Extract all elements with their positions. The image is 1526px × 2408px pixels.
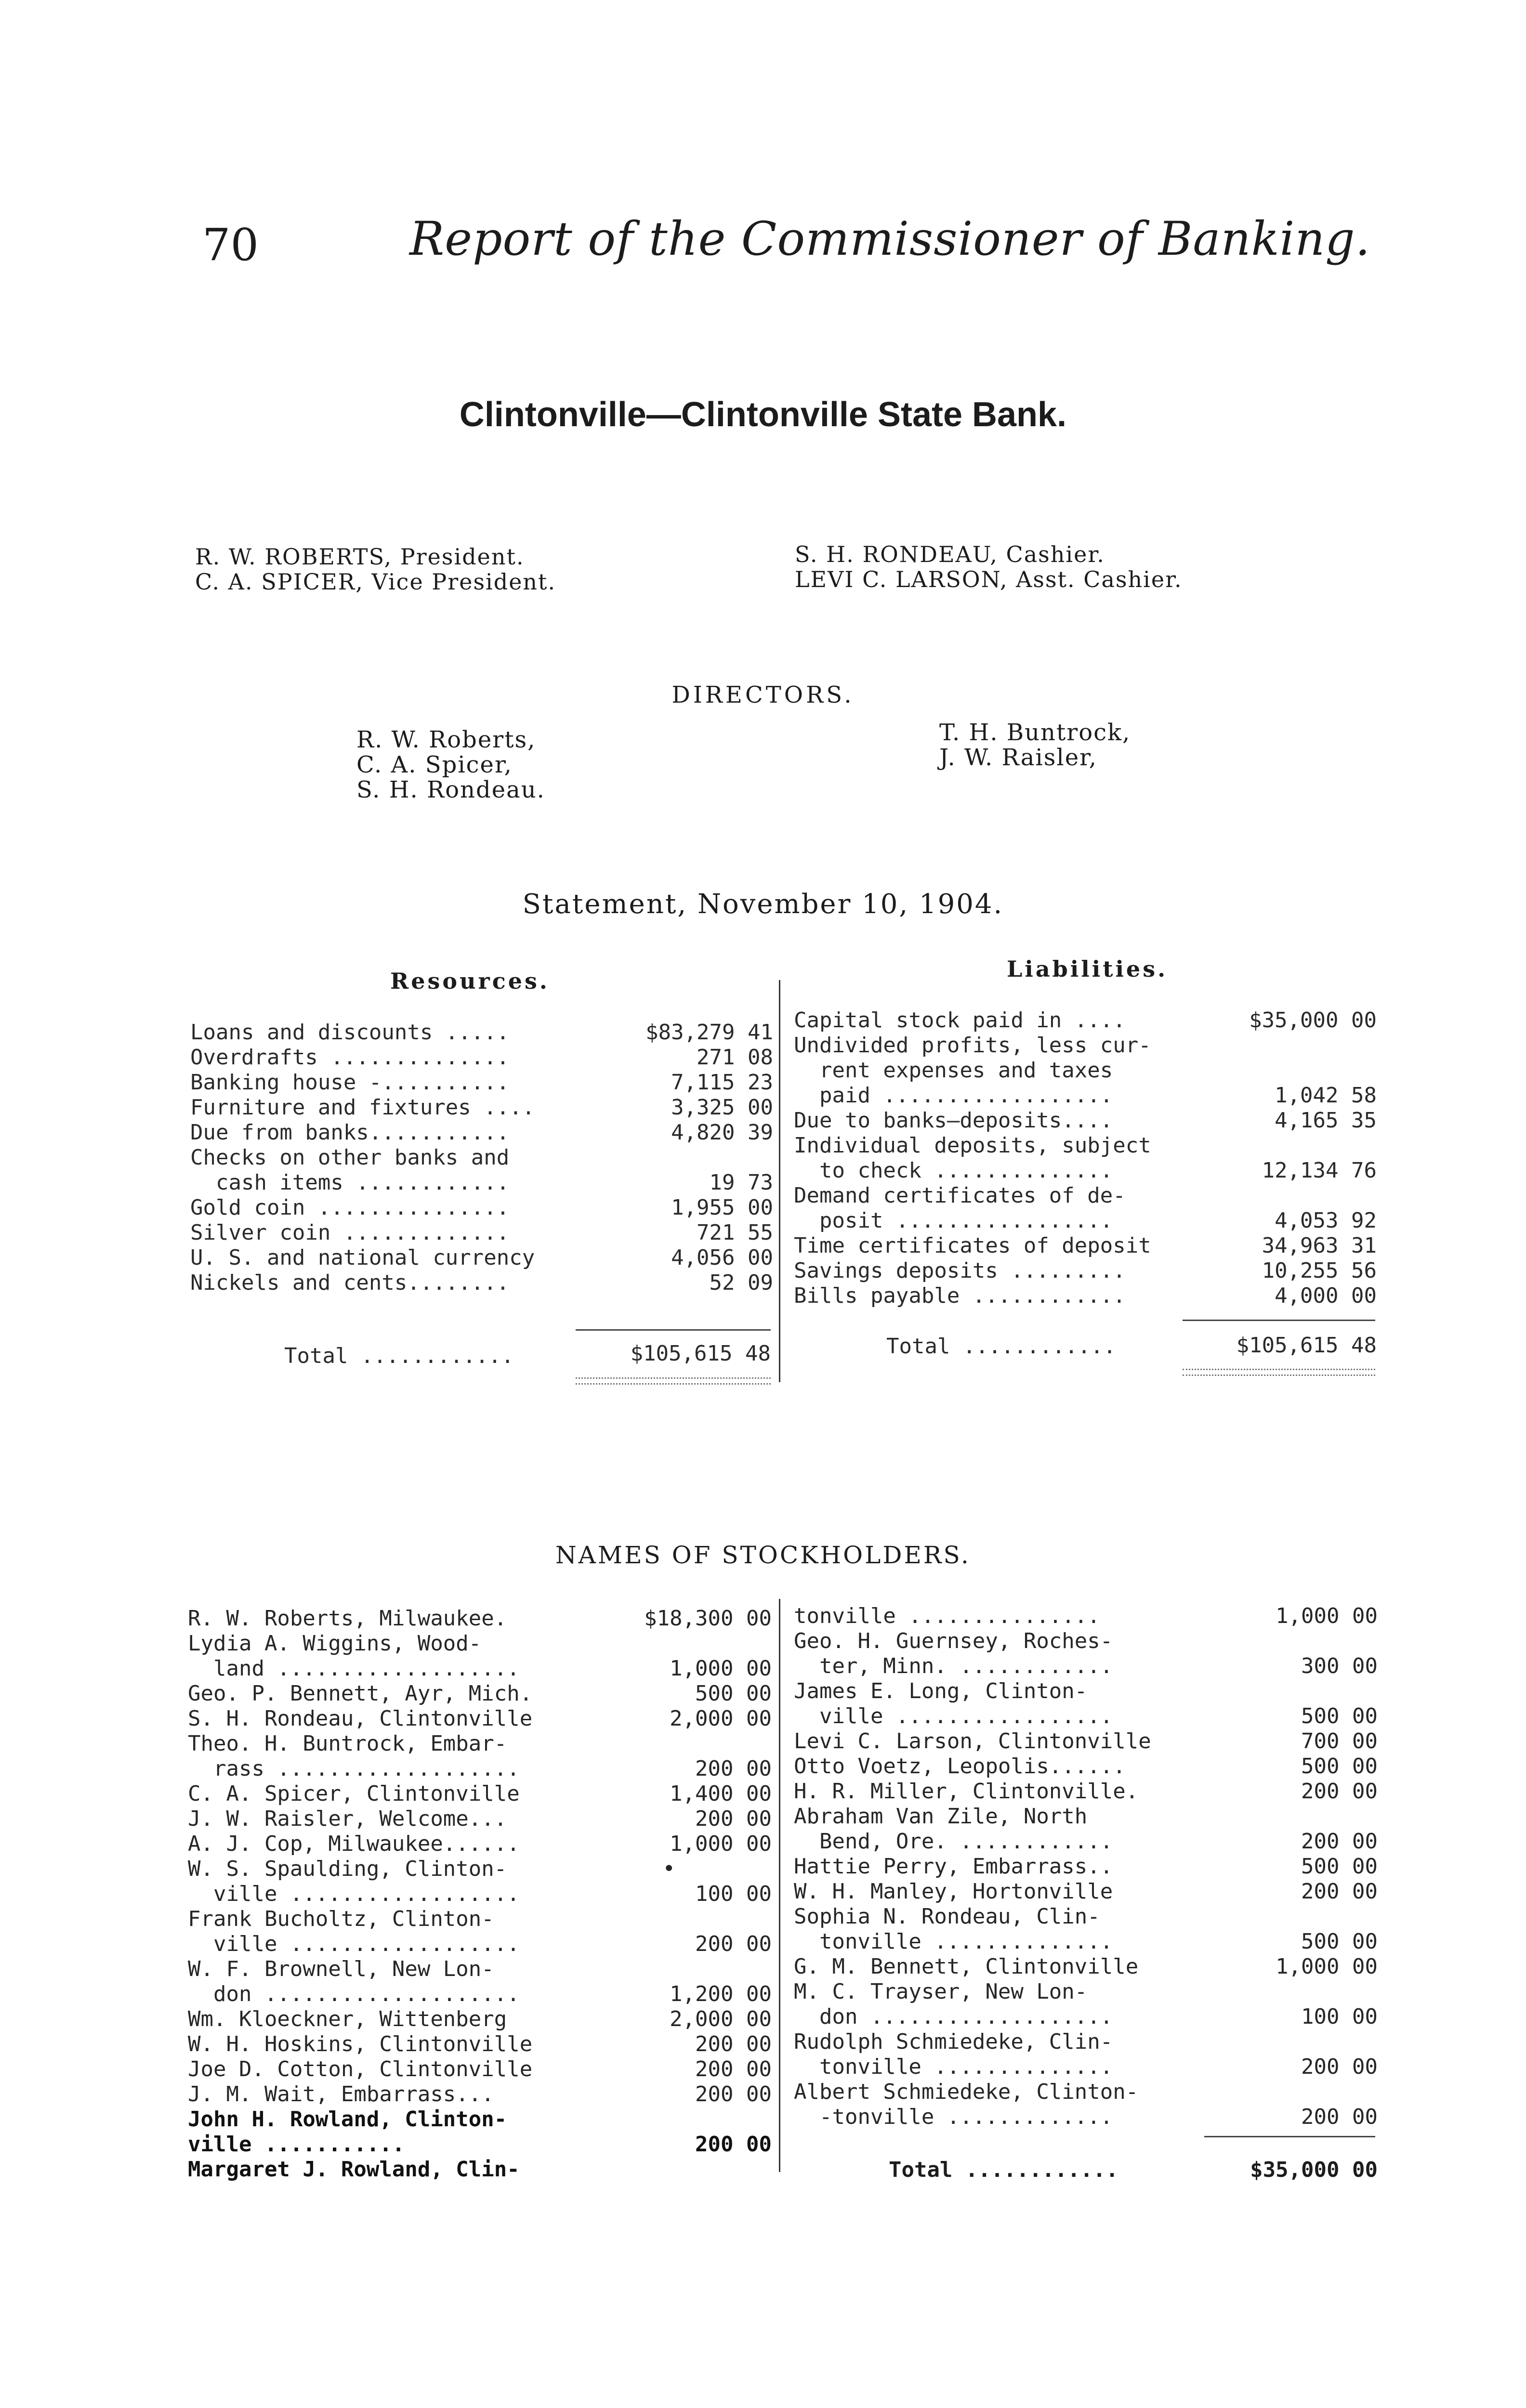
- stockholder-amount: 200 00: [695, 1756, 772, 1781]
- resource-label: Banking house -..........: [190, 1070, 510, 1095]
- stockholders-heading: NAMES OF STOCKHOLDERS.: [555, 1541, 971, 1569]
- list-item: [794, 1854, 1378, 1879]
- liability-label: Individual deposits, subject: [794, 1133, 1151, 1158]
- stockholder-name: Theo. H. Buntrock, Embar-: [188, 1731, 507, 1756]
- stockholder-name: Abraham Van Zile, North: [794, 1804, 1088, 1829]
- list-item: [188, 1756, 772, 1781]
- stockholders-column-divider: [779, 1599, 780, 2172]
- stockholder-name: ville ...........: [188, 2132, 405, 2157]
- table-row: [794, 1033, 1377, 1058]
- stockholder-name: Rudolph Schmiedeke, Clin-: [794, 2029, 1113, 2054]
- list-item: [188, 1857, 772, 1882]
- statement-column-divider: [779, 980, 780, 1382]
- stockholders-rule: [1204, 2136, 1375, 2137]
- stockholder-name: Hattie Perry, Embarrass..: [794, 1854, 1113, 1879]
- resource-amount: 271 08: [697, 1045, 773, 1070]
- stockholder-name: James E. Long, Clinton-: [794, 1679, 1088, 1703]
- resource-label: Overdrafts ..............: [190, 1045, 510, 1070]
- resource-amount: 1,955 00: [671, 1195, 773, 1220]
- stockholder-amount: 2,000 00: [670, 1706, 772, 1731]
- list-item: [794, 1629, 1378, 1654]
- stockholder-name: ter, Minn. ............: [794, 1654, 1113, 1678]
- table-row: [794, 1133, 1377, 1158]
- liability-label: Savings deposits .........: [794, 1258, 1126, 1283]
- resource-label: Gold coin ...............: [190, 1195, 510, 1220]
- stockholder-name: -tonville .............: [794, 2105, 1113, 2129]
- stockholder-amount: 1,200 00: [670, 1982, 772, 2006]
- directors-heading: DIRECTORS.: [671, 681, 855, 708]
- stockholder-amount: 500 00: [1301, 1704, 1378, 1728]
- stockholder-name: Albert Schmiedeke, Clinton-: [794, 2080, 1139, 2104]
- liabilities-total-label: Total ............: [886, 1334, 1116, 1359]
- stockholder-name: Geo. P. Bennett, Ayr, Mich.: [188, 1681, 533, 1706]
- director-name: S. H. Rondeau.: [356, 776, 545, 803]
- liability-amount: 4,165 35: [1275, 1108, 1377, 1133]
- list-item: [794, 2029, 1378, 2055]
- stockholder-name: C. A. Spicer, Clintonville: [188, 1781, 520, 1806]
- list-item: [188, 1731, 772, 1756]
- list-item: [188, 1631, 772, 1656]
- stockholder-amount: 1,000 00: [670, 1656, 772, 1681]
- stockholder-amount: 500 00: [1301, 1854, 1378, 1879]
- list-item: [794, 1679, 1378, 1704]
- table-row: [190, 1270, 773, 1296]
- table-row: [190, 1120, 773, 1145]
- officers-right: [795, 542, 1183, 592]
- list-item: [794, 1804, 1378, 1829]
- director-name: R. W. Roberts,: [356, 726, 536, 753]
- stockholder-amount: 200 00: [695, 2082, 772, 2107]
- stockholder-name: A. J. Cop, Milwaukee......: [188, 1832, 520, 1856]
- stockholder-name: tonville ..............: [794, 2055, 1113, 2079]
- resource-amount: 52 09: [709, 1270, 773, 1295]
- stockholder-name: W. F. Brownell, New Lon-: [188, 1957, 494, 1981]
- stockholder-amount: 200 00: [695, 2032, 772, 2056]
- director-name: C. A. Spicer,: [356, 751, 513, 778]
- resource-label: Nickels and cents........: [190, 1270, 510, 1295]
- liabilities-double-rule: [1183, 1374, 1375, 1376]
- page-number: 70: [202, 219, 259, 271]
- stockholder-amount: 700 00: [1301, 1729, 1378, 1754]
- stockholder-name: Wm. Kloeckner, Wittenberg: [188, 2007, 507, 2031]
- stockholder-amount: 100 00: [695, 1882, 772, 1906]
- stockholder-name: W. H. Hoskins, Clintonville: [188, 2032, 533, 2056]
- stockholder-name: H. R. Miller, Clintonville.: [794, 1779, 1139, 1804]
- list-item: [188, 1681, 772, 1706]
- list-item: [794, 1729, 1378, 1754]
- table-row: [190, 1145, 773, 1170]
- resources-double-rule: [576, 1377, 771, 1379]
- liability-label: Capital stock paid in ....: [794, 1008, 1126, 1033]
- stockholder-name: don ...................: [794, 2004, 1113, 2029]
- stockholder-name: land ...................: [188, 1656, 520, 1681]
- liability-amount: 4,053 92: [1275, 1208, 1377, 1233]
- liabilities-heading: Liabilities.: [1007, 956, 1168, 982]
- stockholder-name: J. W. Raisler, Welcome...: [188, 1806, 507, 1831]
- stockholder-name: ville ..................: [188, 1932, 520, 1956]
- liability-label: paid ..................: [794, 1083, 1113, 1108]
- list-item: [794, 1879, 1378, 1904]
- resources-total: $105,615 48: [630, 1341, 771, 1366]
- stockholder-amount: 1,000 00: [670, 1832, 772, 1856]
- director-name: T. H. Buntrock,: [939, 719, 1131, 746]
- directors-right: [939, 720, 1131, 770]
- stockholder-amount: 1,000 00: [1276, 1604, 1378, 1628]
- stockholder-amount: 200 00: [1301, 1829, 1378, 1854]
- list-item: [794, 1954, 1378, 1979]
- resources-heading: Resources.: [390, 968, 550, 994]
- stockholder-name: S. H. Rondeau, Clintonville: [188, 1706, 533, 1731]
- stockholder-name: John H. Rowland, Clinton-: [188, 2107, 507, 2132]
- list-item: [794, 2105, 1378, 2130]
- liability-amount: 1,042 58: [1275, 1083, 1377, 1108]
- stockholder-name: Levi C. Larson, Clintonville: [794, 1729, 1151, 1754]
- stockholder-name: R. W. Roberts, Milwaukee.: [188, 1606, 507, 1631]
- statement-title: Statement, November 10, 1904.: [522, 889, 1004, 920]
- stockholder-name: ville .................: [794, 1704, 1113, 1728]
- stockholder-name: G. M. Bennett, Clintonville: [794, 1954, 1139, 1979]
- stockholder-name: J. M. Wait, Embarrass...: [188, 2082, 494, 2107]
- stockholders-total: $35,000 00: [1250, 2158, 1378, 2182]
- liability-label: Undivided profits, less cur-: [794, 1033, 1151, 1058]
- list-item: [188, 2007, 772, 2032]
- list-item: [794, 1604, 1378, 1629]
- resource-amount: 3,325 00: [671, 1095, 773, 1120]
- stockholder-amount: $18,300 00: [644, 1606, 772, 1631]
- stockholder-amount: 200 00: [695, 2132, 772, 2157]
- stockholder-amount: 200 00: [1301, 2055, 1378, 2079]
- stockholder-name: Lydia A. Wiggins, Wood-: [188, 1631, 482, 1656]
- liabilities-total: $105,615 48: [1236, 1333, 1377, 1358]
- stockholder-amount: 200 00: [695, 2057, 772, 2081]
- resource-amount: $83,279 41: [645, 1020, 773, 1045]
- directors-left: [356, 727, 545, 802]
- resource-label: Checks on other banks and: [190, 1145, 510, 1170]
- list-item: [188, 2082, 772, 2107]
- list-item: [188, 1832, 772, 1857]
- liability-label: to check ..............: [794, 1158, 1113, 1183]
- liability-amount: $35,000 00: [1249, 1008, 1377, 1033]
- stockholder-name: tonville ..............: [794, 1929, 1113, 1954]
- liability-label: Demand certificates of de-: [794, 1183, 1126, 1208]
- resource-label: Silver coin .............: [190, 1220, 510, 1245]
- list-item: [794, 2055, 1378, 2080]
- table-row: [190, 1095, 773, 1120]
- list-item: [794, 1904, 1378, 1929]
- liability-label: Due to banks—deposits....: [794, 1108, 1113, 1133]
- stockholder-amount: 500 00: [1301, 1929, 1378, 1954]
- director-name: J. W. Raisler,: [939, 744, 1098, 771]
- list-item: [794, 1754, 1378, 1779]
- liability-amount: 12,134 76: [1262, 1158, 1377, 1183]
- resource-amount: 7,115 23: [671, 1070, 773, 1095]
- running-title: Report of the Commissioner of Banking.: [409, 212, 1371, 266]
- resources-total-label: Total ............: [284, 1344, 514, 1368]
- stockholder-amount: 200 00: [695, 1806, 772, 1831]
- stockholder-name: tonville ...............: [794, 1604, 1100, 1628]
- stockholder-name: Sophia N. Rondeau, Clin-: [794, 1904, 1100, 1929]
- list-item: [188, 2107, 772, 2132]
- stockholder-name: M. C. Trayser, New Lon-: [794, 1979, 1088, 2004]
- stockholders-total-label: Total ............: [889, 2158, 1118, 2182]
- table-row: [190, 1170, 773, 1195]
- list-item: [794, 2080, 1378, 2105]
- list-item: [794, 1704, 1378, 1729]
- officers-left: [195, 544, 556, 594]
- list-item: [188, 2057, 772, 2082]
- stockholder-amount: 200 00: [1301, 1879, 1378, 1904]
- stockholder-name: ville ..................: [188, 1882, 520, 1906]
- table-row: [190, 1020, 773, 1045]
- liability-label: Time certificates of deposit: [794, 1233, 1151, 1258]
- liabilities-double-rule: [1183, 1369, 1375, 1370]
- liability-label: posit .................: [794, 1208, 1113, 1233]
- stockholder-name: W. S. Spaulding, Clinton-: [188, 1857, 507, 1881]
- list-item: [188, 1781, 772, 1806]
- list-item: [188, 2032, 772, 2057]
- list-item: [188, 2157, 772, 2182]
- stockholder-name: Frank Bucholtz, Clinton-: [188, 1907, 494, 1931]
- liability-label: rent expenses and taxes: [794, 1058, 1113, 1083]
- list-item: [794, 1979, 1378, 2004]
- stockholder-name: Otto Voetz, Leopolis......: [794, 1754, 1126, 1779]
- list-item: [794, 1654, 1378, 1679]
- table-row: [794, 1233, 1377, 1258]
- resource-label: U. S. and national currency: [190, 1245, 535, 1270]
- list-item: [188, 1957, 772, 1982]
- stockholder-name: Geo. H. Guernsey, Roches-: [794, 1629, 1113, 1653]
- table-row: [794, 1083, 1377, 1108]
- resources-double-rule: [576, 1383, 771, 1385]
- list-item: [794, 1829, 1378, 1854]
- list-item: [188, 1806, 772, 1832]
- list-item: [188, 1882, 772, 1907]
- resource-amount: 4,056 00: [671, 1245, 773, 1270]
- table-row: [190, 1245, 773, 1270]
- stockholder-amount: 500 00: [695, 1681, 772, 1706]
- table-row: [190, 1070, 773, 1095]
- table-row: [794, 1108, 1377, 1133]
- list-item: [188, 1907, 772, 1932]
- resource-amount: 19 73: [709, 1170, 773, 1195]
- officer-line: LEVI C. LARSON, Asst. Cashier.: [795, 566, 1183, 592]
- list-item: [188, 1706, 772, 1731]
- officer-line: R. W. ROBERTS, President.: [195, 544, 525, 570]
- stockholder-amount: 2,000 00: [670, 2007, 772, 2031]
- table-row: [794, 1183, 1377, 1208]
- liability-label: Bills payable ............: [794, 1283, 1126, 1308]
- stockholder-name: Margaret J. Rowland, Clin-: [188, 2157, 520, 2182]
- resource-label: Loans and discounts .....: [190, 1020, 510, 1045]
- officer-line: S. H. RONDEAU, Cashier.: [795, 541, 1105, 567]
- stockholder-amount: 200 00: [695, 1932, 772, 1956]
- table-row: [794, 1208, 1377, 1233]
- liability-amount: 10,255 56: [1262, 1258, 1377, 1283]
- list-item: [188, 1932, 772, 1957]
- liability-amount: 34,963 31: [1262, 1233, 1377, 1258]
- liabilities-rule: [1183, 1320, 1375, 1321]
- stockholder-amount: 200 00: [1301, 1779, 1378, 1804]
- officer-line: C. A. SPICER, Vice President.: [195, 569, 556, 595]
- stockholder-amount: 500 00: [1301, 1754, 1378, 1779]
- stockholder-amount: 1,000 00: [1276, 1954, 1378, 1979]
- resource-label: Furniture and fixtures ....: [190, 1095, 535, 1120]
- list-item: [794, 1929, 1378, 1954]
- list-item: [188, 1982, 772, 2007]
- liability-amount: 4,000 00: [1275, 1283, 1377, 1308]
- table-row: [190, 1195, 773, 1220]
- stockholder-amount: 100 00: [1301, 2004, 1378, 2029]
- stockholder-amount: 200 00: [1301, 2105, 1378, 2129]
- resource-amount: 721 55: [697, 1220, 773, 1245]
- stockholder-name: W. H. Manley, Hortonville: [794, 1879, 1113, 1904]
- bank-title: Clintonville—Clintonville State Bank.: [459, 395, 1067, 434]
- stockholder-name: don ....................: [188, 1982, 520, 2006]
- stockholder-amount: 1,400 00: [670, 1781, 772, 1806]
- list-item: [794, 1779, 1378, 1804]
- stockholder-name: Joe D. Cotton, Clintonville: [188, 2057, 533, 2081]
- list-item: [188, 2132, 772, 2157]
- resource-label: cash items ............: [190, 1170, 510, 1195]
- table-row: [794, 1058, 1377, 1083]
- table-row: [794, 1258, 1377, 1283]
- table-row: [190, 1045, 773, 1070]
- table-row: [794, 1158, 1377, 1183]
- table-row: [794, 1008, 1377, 1033]
- stockholder-amount: •: [662, 1857, 675, 1881]
- table-row: [190, 1220, 773, 1245]
- stockholder-amount: 300 00: [1301, 1654, 1378, 1678]
- resource-amount: 4,820 39: [671, 1120, 773, 1145]
- list-item: [188, 1606, 772, 1631]
- list-item: [794, 2004, 1378, 2029]
- table-row: [794, 1283, 1377, 1309]
- list-item: [188, 1656, 772, 1681]
- resources-rule: [576, 1329, 771, 1331]
- stockholder-name: rass ...................: [188, 1756, 520, 1781]
- resource-label: Due from banks...........: [190, 1120, 510, 1145]
- stockholder-name: Bend, Ore. ............: [794, 1829, 1113, 1854]
